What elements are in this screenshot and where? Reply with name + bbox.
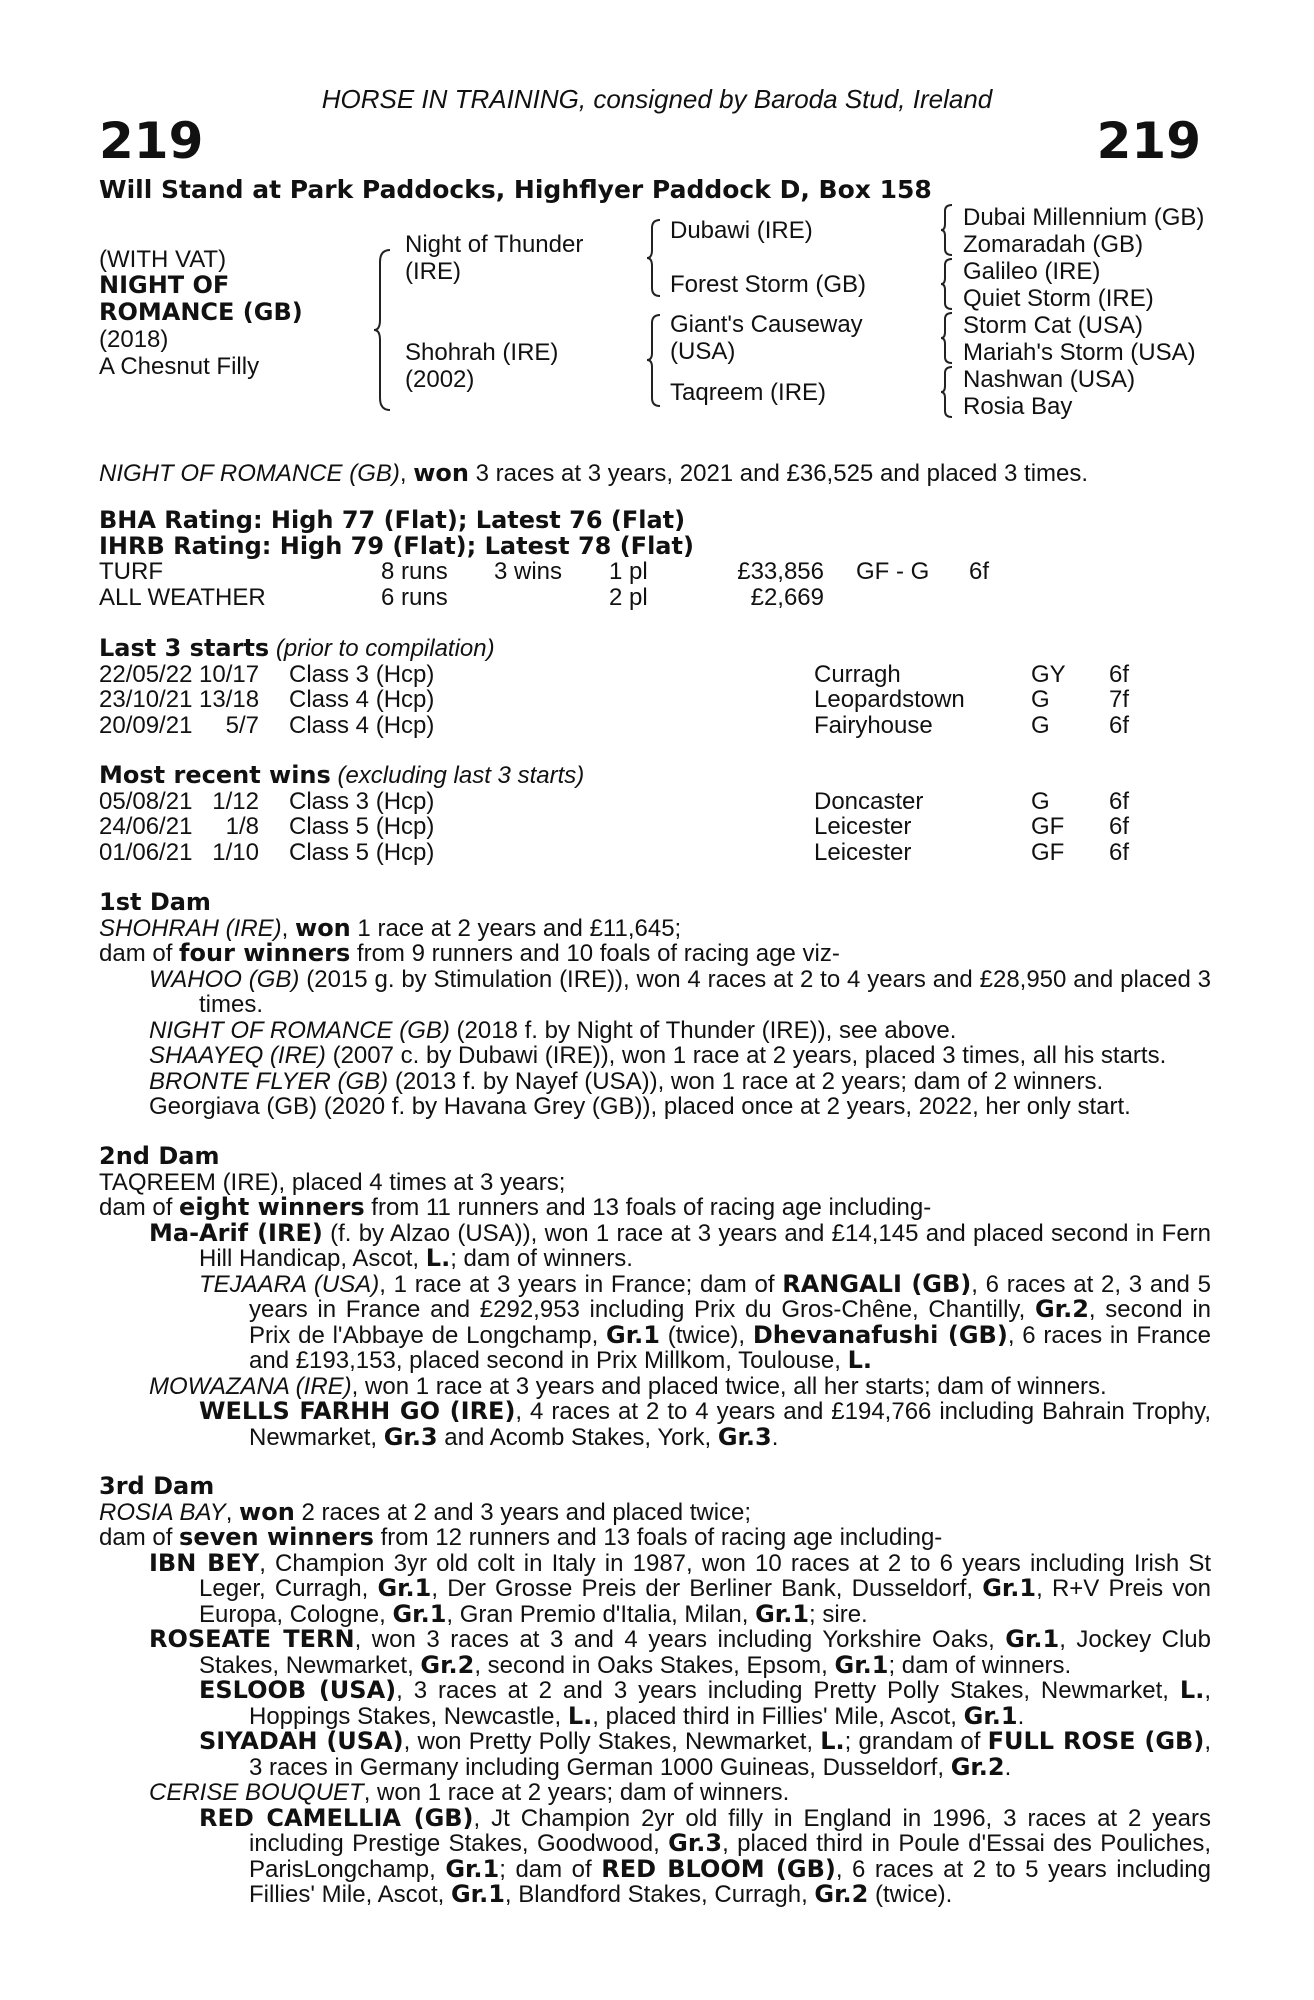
start-date: 23/10/21 bbox=[99, 686, 193, 713]
g-brace-2 bbox=[940, 257, 956, 311]
win-class: Class 5 (Hcp) bbox=[289, 813, 435, 840]
produce-text: . bbox=[1004, 1753, 1012, 1781]
produce-name: WELLS FARHH GO (IRE) bbox=[199, 1397, 516, 1425]
produce-text: (f. by Alzao (USA)), won 1 race at 3 years and £14,145 and placed second in Fern Hill Handicap, Ascot, bbox=[199, 1219, 1212, 1272]
produce-name: MOWAZANA (IRE) bbox=[149, 1372, 352, 1400]
win-distance: 6f bbox=[1109, 838, 1130, 866]
granddam-5: Storm Cat (USA) bbox=[963, 312, 1144, 339]
group-label: Gr.1 bbox=[834, 1650, 889, 1679]
summary-horse-name: NIGHT OF ROMANCE (GB) bbox=[99, 460, 400, 487]
last-starts-heading bbox=[99, 636, 1219, 662]
stat-going: GF - G bbox=[856, 558, 930, 585]
granddam-8: Rosia Bay bbox=[963, 393, 1073, 420]
third-dam-intro: ROSIA BAY, won 2 races at 2 and 3 years and placed twice; bbox=[99, 1497, 752, 1526]
win-course: Leicester bbox=[814, 838, 912, 866]
first-dam-intro: SHOHRAH (IRE), won 1 race at 2 years and £11,645; bbox=[99, 913, 682, 942]
produce-entry bbox=[149, 1780, 1211, 1806]
horse-description: A Chesnut Filly bbox=[99, 353, 260, 380]
start-class: Class 4 (Hcp) bbox=[289, 711, 435, 739]
produce-text: , won Pretty Polly Stakes, Newmarket, bbox=[403, 1728, 821, 1755]
start-course: Leopardstown bbox=[814, 686, 965, 713]
start-date: 22/05/22 bbox=[99, 660, 193, 688]
sire-line-brace bbox=[646, 218, 664, 298]
dam-line-brace bbox=[646, 313, 664, 408]
produce-text: (2018 f. by Night of Thunder (IRE)), see above. bbox=[449, 1016, 957, 1044]
group-label: Gr.2 bbox=[814, 1880, 869, 1908]
group-label: Gr.3 bbox=[383, 1422, 438, 1451]
stats-row-turf bbox=[99, 559, 1219, 585]
group-label: Gr.1 bbox=[982, 1574, 1037, 1602]
dam-sire-name: Giant's Causeway bbox=[670, 311, 863, 338]
won-label: won bbox=[295, 913, 351, 942]
listed-label: L. bbox=[820, 1727, 845, 1755]
recent-wins-section bbox=[99, 763, 1219, 865]
bha-rating: BHA Rating: High 77 (Flat); Latest 76 (Flat) bbox=[99, 506, 686, 534]
produce-entry bbox=[199, 1729, 1211, 1780]
sire-sire: Dubawi (IRE) bbox=[670, 217, 813, 244]
win-going: GF bbox=[1031, 838, 1065, 866]
start-class: Class 4 (Hcp) bbox=[289, 686, 435, 713]
start-row bbox=[99, 713, 1219, 739]
win-distance: 6f bbox=[1109, 813, 1130, 840]
group-label: Gr.1 bbox=[450, 1880, 505, 1908]
second-dam-intro: TAQREEM (IRE), placed 4 times at 3 years; bbox=[99, 1168, 566, 1196]
win-row bbox=[99, 789, 1219, 815]
produce-text: . bbox=[1017, 1702, 1025, 1730]
group-label: Gr.3 bbox=[717, 1422, 772, 1451]
produce-name: RANGALI (GB) bbox=[782, 1269, 972, 1298]
second-dam-produce bbox=[99, 1218, 1212, 1451]
start-class: Class 3 (Hcp) bbox=[289, 660, 435, 688]
produce-text: , R+V Preis von Europa, Cologne, bbox=[199, 1575, 1212, 1628]
produce-text: . bbox=[771, 1423, 779, 1451]
win-course: Leicester bbox=[814, 813, 912, 840]
produce-text: , Blandford Stakes, Curragh, bbox=[504, 1881, 815, 1908]
produce-name: NIGHT OF ROMANCE (GB) bbox=[149, 1016, 450, 1044]
start-going: G bbox=[1031, 711, 1050, 739]
produce-name: Ma-Arif (IRE) bbox=[149, 1218, 323, 1247]
text: from 12 runners and 13 foals of racing age including- bbox=[373, 1524, 943, 1551]
sire-name: Night of Thunder bbox=[405, 231, 584, 258]
listed-label: L. bbox=[567, 1701, 593, 1730]
third-generation bbox=[149, 1269, 1212, 1374]
stat-runs: 8 runs bbox=[381, 558, 448, 585]
produce-text: (2007 c. by Dubawi (IRE)), won 1 race at 2 years, placed 3 times, all his starts. bbox=[325, 1042, 1167, 1069]
text: dam of bbox=[99, 1194, 180, 1221]
win-date: 05/08/21 bbox=[99, 787, 193, 815]
dam-sire-country: (USA) bbox=[670, 338, 736, 365]
listed-label: L. bbox=[847, 1346, 873, 1374]
start-course: Fairyhouse bbox=[814, 711, 933, 739]
stat-runs: 6 runs bbox=[381, 583, 448, 611]
dam-record: 1 race at 2 years and £11,645; bbox=[350, 914, 682, 942]
start-date: 20/09/21 bbox=[99, 711, 193, 739]
race-summary: NIGHT OF ROMANCE (GB), won 3 races at 3 years, 2021 and £36,525 and placed 3 times. bbox=[99, 459, 1089, 487]
produce-text: , 3 races in Germany including German 1000 Guineas, Dusseldorf, bbox=[249, 1728, 1211, 1781]
produce-name: ROSEATE TERN bbox=[149, 1625, 355, 1653]
produce-entry: Georgiava (GB) (2020 f. by Havana Grey (GB)), placed once at 2 years, 2022, her only start. bbox=[149, 1093, 1131, 1120]
heading-text: Last 3 starts bbox=[99, 634, 270, 662]
produce-text: , 3 races at 2 and 3 years including Pretty Polly Stakes, Newmarket, bbox=[396, 1677, 1180, 1704]
produce-text: , placed third in Poule d'Essai des Pouliches, ParisLongchamp, bbox=[249, 1830, 1211, 1883]
stat-amount: £2,669 bbox=[750, 583, 824, 611]
produce-text: , 6 races in France and £193,153, placed second in Prix Millkom, Toulouse, bbox=[249, 1321, 1212, 1374]
group-label: Gr.1 bbox=[963, 1701, 1018, 1730]
g-brace-3 bbox=[940, 311, 956, 365]
lot-number-left: 219 bbox=[99, 112, 204, 170]
text: from 9 runners and 10 foals of racing age viz- bbox=[350, 940, 840, 967]
g-brace-1 bbox=[940, 203, 956, 257]
start-position: 5/7 bbox=[225, 711, 259, 739]
stat-distance: 6f bbox=[969, 558, 990, 585]
horse-year: (2018) bbox=[99, 326, 169, 353]
summary-won: won bbox=[413, 459, 469, 487]
produce-text: , 6 races at 2 to 5 years including Fillies' Mile, Ascot, bbox=[249, 1855, 1211, 1908]
produce-text: , Jockey Club Stakes, Newmarket, bbox=[199, 1626, 1212, 1679]
start-distance: 6f bbox=[1109, 711, 1130, 739]
produce-text: and Acomb Stakes, York, bbox=[437, 1423, 718, 1451]
vat-note: (WITH VAT) bbox=[99, 246, 227, 273]
winner-count: eight winners bbox=[179, 1193, 365, 1221]
produce-name: FULL ROSE (GB) bbox=[987, 1727, 1205, 1755]
win-going: G bbox=[1031, 787, 1050, 815]
first-dam-produce bbox=[99, 967, 1211, 1120]
sire-dam: Forest Storm (GB) bbox=[670, 271, 867, 298]
win-distance: 6f bbox=[1109, 787, 1130, 815]
text: dam of bbox=[99, 940, 180, 967]
stand-location: Will Stand at Park Paddocks, Highflyer Paddock D, Box 158 bbox=[99, 175, 932, 204]
produce-name: RED CAMELLIA (GB) bbox=[199, 1803, 474, 1832]
produce-text: (twice), bbox=[659, 1321, 753, 1349]
produce-entry bbox=[199, 1269, 1212, 1374]
stat-wins: 3 wins bbox=[494, 558, 563, 585]
stat-placed: 1 pl bbox=[609, 558, 648, 585]
granddam-3: Galileo (IRE) bbox=[963, 258, 1101, 285]
text: from 11 runners and 13 foals of racing age including- bbox=[364, 1194, 932, 1221]
produce-text: , 4 races at 2 to 4 years and £194,766 including Bahrain Trophy, Newmarket, bbox=[249, 1398, 1212, 1451]
granddam-2: Zomaradah (GB) bbox=[963, 231, 1144, 258]
produce-text: , Der Grosse Preis der Berliner Bank, Dusseldorf, bbox=[431, 1575, 983, 1602]
produce-name: TEJAARA (USA) bbox=[199, 1270, 380, 1298]
start-going: G bbox=[1031, 686, 1050, 713]
produce-text: , 6 races at 2, 3 and 5 years in France and £292,953 including Prix du Gros-Chêne, Chantilly, bbox=[249, 1270, 1212, 1323]
produce-text: , won 3 races at 3 and 4 years including Yorkshire Oaks, bbox=[354, 1626, 1006, 1653]
winner-count: seven winners bbox=[179, 1523, 374, 1551]
group-label: Gr.1 bbox=[755, 1599, 810, 1628]
group-label: Gr.1 bbox=[445, 1854, 500, 1883]
produce-name: ESLOOB (USA) bbox=[199, 1676, 397, 1704]
start-distance: 7f bbox=[1109, 686, 1130, 713]
win-position: 1/10 bbox=[212, 838, 259, 866]
third-dam-produce bbox=[99, 1548, 1212, 1908]
dam-dam: Taqreem (IRE) bbox=[670, 379, 827, 406]
stat-placed: 2 pl bbox=[609, 583, 648, 611]
win-date: 01/06/21 bbox=[99, 838, 193, 866]
produce-entry bbox=[199, 1803, 1211, 1908]
dam-name: ROSIA BAY bbox=[99, 1498, 226, 1526]
stat-surface: TURF bbox=[99, 558, 163, 585]
produce-text: ; sire. bbox=[809, 1600, 868, 1628]
produce-text: , second in Prix de l'Abbaye de Longchamp, bbox=[249, 1296, 1211, 1349]
granddam-1: Dubai Millennium (GB) bbox=[963, 204, 1205, 231]
start-course: Curragh bbox=[814, 660, 901, 688]
produce-entry bbox=[149, 1627, 1211, 1678]
produce-text: , 1 race at 3 years in France; dam of bbox=[379, 1270, 783, 1298]
third-dam-section bbox=[99, 1474, 1211, 1908]
second-dam-section bbox=[99, 1144, 1211, 1450]
produce-name: Dhevanafushi (GB) bbox=[752, 1320, 1008, 1349]
g-brace-4 bbox=[940, 365, 956, 419]
dam-name: SHOHRAH (IRE) bbox=[99, 914, 282, 942]
start-position: 13/18 bbox=[199, 686, 260, 713]
third-generation bbox=[149, 1803, 1211, 1908]
heading-text: Most recent wins bbox=[99, 761, 331, 789]
produce-name: IBN BEY bbox=[149, 1548, 260, 1577]
produce-name: WAHOO (GB) bbox=[149, 965, 300, 993]
winner-count: four winners bbox=[179, 939, 351, 967]
ratings-section bbox=[99, 508, 1219, 610]
second-dam-heading: 2nd Dam bbox=[99, 1142, 220, 1170]
third-generation bbox=[149, 1678, 1211, 1780]
stat-amount: £33,856 bbox=[737, 558, 824, 585]
produce-entry bbox=[199, 1678, 1211, 1729]
produce-entry bbox=[149, 1374, 1211, 1400]
second-dam-produce-summary bbox=[99, 1195, 1211, 1221]
group-label: Gr.3 bbox=[668, 1829, 723, 1857]
produce-text: (2015 g. by Stimulation (IRE)), won 4 races at 2 to 4 years and £28,950 and placed 3 times. bbox=[199, 965, 1212, 1018]
summary-text: 3 races at 3 years, 2021 and £36,525 and placed 3 times. bbox=[468, 460, 1089, 487]
listed-label: L. bbox=[1179, 1676, 1205, 1704]
stat-surface: ALL WEATHER bbox=[99, 583, 266, 611]
horse-name-line2: ROMANCE (GB) bbox=[99, 298, 303, 326]
start-row bbox=[99, 662, 1219, 688]
lot-number-right: 219 bbox=[1096, 112, 1201, 170]
start-going: GY bbox=[1031, 660, 1066, 688]
produce-text: , won 1 race at 3 years and placed twice, all her starts; dam of winners. bbox=[351, 1372, 1107, 1400]
group-label: Gr.2 bbox=[950, 1752, 1005, 1781]
sire-country: (IRE) bbox=[405, 258, 461, 285]
produce-text: , second in Oaks Stakes, Epsom, bbox=[474, 1651, 835, 1679]
third-dam-produce-summary bbox=[99, 1525, 1211, 1551]
sire-dam-brace bbox=[372, 248, 394, 413]
produce-text: , Champion 3yr old colt in Italy in 1987, won 10 races at 2 to 6 years including Irish St Leger, Curragh, bbox=[199, 1549, 1212, 1602]
produce-text: (2013 f. by Nayef (USA)), won 1 race at 2 years; dam of 2 winners. bbox=[388, 1067, 1104, 1095]
last-starts-section bbox=[99, 636, 1219, 738]
win-course: Doncaster bbox=[814, 787, 924, 815]
produce-entry bbox=[199, 1399, 1211, 1450]
produce-entry bbox=[149, 967, 1211, 1018]
produce-text: , Hoppings Stakes, Newcastle, bbox=[249, 1677, 1211, 1730]
produce-name: CERISE BOUQUET bbox=[149, 1779, 364, 1806]
produce-name: SIYADAH (USA) bbox=[199, 1727, 404, 1755]
produce-text: ; dam of winners. bbox=[450, 1245, 633, 1272]
produce-entry bbox=[149, 1548, 1212, 1628]
group-label: Gr.1 bbox=[1005, 1625, 1060, 1653]
start-position: 10/17 bbox=[199, 660, 260, 688]
produce-text: ; grandam of bbox=[844, 1728, 988, 1755]
granddam-6: Mariah's Storm (USA) bbox=[963, 339, 1196, 366]
win-going: GF bbox=[1031, 813, 1065, 840]
won-label: won bbox=[239, 1497, 295, 1526]
group-label: Gr.2 bbox=[1034, 1295, 1089, 1323]
stats-row-all-weather bbox=[99, 585, 1219, 611]
produce-entry bbox=[149, 1069, 1211, 1095]
produce-text: ; dam of bbox=[499, 1855, 602, 1883]
listed-label: L. bbox=[425, 1244, 451, 1272]
produce-entry bbox=[149, 1018, 1211, 1044]
produce-entry bbox=[149, 1043, 1211, 1069]
dam-record: 2 races at 2 and 3 years and placed twice; bbox=[294, 1498, 752, 1526]
produce-name: BRONTE FLYER (GB) bbox=[149, 1067, 389, 1095]
ihrb-rating: IHRB Rating: High 79 (Flat); Latest 78 (Flat) bbox=[99, 531, 694, 560]
granddam-7: Nashwan (USA) bbox=[963, 366, 1136, 393]
win-class: Class 5 (Hcp) bbox=[289, 838, 435, 866]
third-dam-heading: 3rd Dam bbox=[99, 1472, 215, 1500]
text: dam of bbox=[99, 1524, 180, 1551]
recent-wins-heading bbox=[99, 763, 1219, 789]
start-distance: 6f bbox=[1109, 660, 1130, 688]
first-dam-produce-summary bbox=[99, 941, 1211, 967]
produce-text: , Gran Premio d'Italia, Milan, bbox=[446, 1600, 756, 1628]
group-label: Gr.1 bbox=[606, 1320, 660, 1349]
group-label: Gr.1 bbox=[392, 1599, 447, 1628]
win-row bbox=[99, 814, 1219, 840]
group-label: Gr.2 bbox=[420, 1650, 475, 1679]
produce-entry bbox=[149, 1218, 1212, 1272]
win-position: 1/12 bbox=[212, 787, 259, 815]
dam-name: Shohrah (IRE) bbox=[405, 339, 559, 366]
group-label: Gr.1 bbox=[377, 1574, 432, 1602]
win-date: 24/06/21 bbox=[99, 813, 193, 840]
horse-name-line1: NIGHT OF bbox=[99, 271, 230, 299]
win-row bbox=[99, 840, 1219, 866]
produce-text: , placed third in Fillies' Mile, Ascot, bbox=[592, 1702, 964, 1730]
heading-note: (excluding last 3 starts) bbox=[337, 762, 585, 789]
produce-text: , Jt Champion 2yr old filly in England in 1996, 3 races at 2 years including Prestige Stakes, Goodwood, bbox=[249, 1804, 1211, 1857]
first-dam-heading: 1st Dam bbox=[99, 888, 211, 916]
consignor-header: HORSE IN TRAINING, consigned by Baroda Stud, Ireland bbox=[321, 84, 993, 114]
produce-name: RED BLOOM (GB) bbox=[601, 1854, 836, 1883]
produce-text: (twice). bbox=[868, 1881, 953, 1908]
produce-text: ; dam of winners. bbox=[888, 1651, 1072, 1679]
win-position: 1/8 bbox=[225, 813, 259, 840]
heading-note: (prior to compilation) bbox=[275, 635, 495, 662]
win-class: Class 3 (Hcp) bbox=[289, 787, 435, 815]
granddam-4: Quiet Storm (IRE) bbox=[963, 285, 1154, 312]
first-dam-section bbox=[99, 890, 1211, 1120]
start-row bbox=[99, 687, 1219, 713]
produce-name: SHAAYEQ (IRE) bbox=[149, 1042, 326, 1069]
produce-text: , won 1 race at 2 years; dam of winners. bbox=[363, 1779, 790, 1806]
dam-year: (2002) bbox=[405, 366, 475, 393]
third-generation bbox=[149, 1399, 1211, 1450]
